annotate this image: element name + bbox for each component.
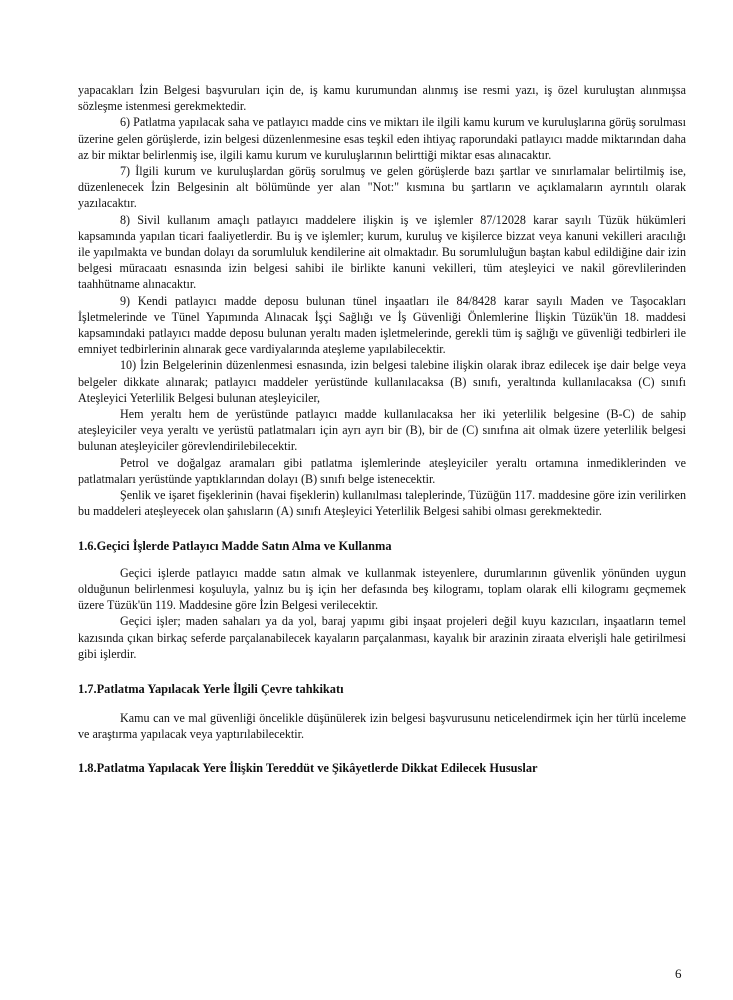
paragraphs-top xyxy=(78,82,686,519)
paragraph-item-10: 10) İzin Belgelerinin düzenlenmesi esnasında, izin belgesi talebine ilişkin olarak ibraz edilecek işe dair belge veya belgeler dikkate alınarak; patlayıcı maddeler yerüstünde kullanılacaksa (B) sınıfı, yeraltında kullanılacaksa (C) sınıfı Ateşleyici Yeterlilik Belgesi bulunan ateşleyiciler, xyxy=(78,358,686,405)
section-heading-1-7: 1.7.Patlatma Yapılacak Yerle İlgili Çevre tahkikatı xyxy=(78,681,344,696)
section-1-6-paragraph: Geçici işler; maden sahaları ya da yol, baraj yapımı gibi inşaat projeleri değil kuyu kazıcıları, inşaatların temel kazısında çıkan birkaç seferde parçalanabilecek kayaların parçalanması, kayalık bir arazinin ziraata elverişli hale getirilmesi gibi işlerdir. xyxy=(78,614,686,661)
paragraph-item-10-cont: Hem yeraltı hem de yerüstünde patlayıcı madde kullanılacaksa her iki yeterlilik belgesine (B-C) de sahip ateşleyiciler veya yeraltı ve yerüstü patlatmaları için ayrı ayrı bir (B), bir de (C) sınıfına ait olmak üzere yeterlilik belgesi bulunan ateşleyiciler görevlendirilebilecektir. xyxy=(78,407,686,454)
paragraph-item-9: 9) Kendi patlayıcı madde deposu bulunan tünel inşaatları ile 84/8428 karar sayılı Maden ve Taşocakları İşletmelerinde ve Tünel Yapımında Alınacak İşçi Sağlığı ve İş Güvenliği Önlemlerine İlişkin Tüzük'ün 18. maddesi kapsamındaki patlayıcı madde deposu bulunan yeraltı maden işletmelerinde, gerekli tüm iş sağlığı ve güvenliği tedbirleri ile emniyet tedbirlerinin alınarak gece vardiyalarında ateşleme yapılabilecektir. xyxy=(78,293,686,357)
section-heading-1-6: 1.6.Geçici İşlerde Patlayıcı Madde Satın Alma ve Kullanma xyxy=(78,539,392,554)
paragraph: yapacakları İzin Belgesi başvuruları için de, iş kamu kurumundan alınmış ise resmi yazı, iş özel kuruluştan alınmışsa sözleşme istenmesi gerekmektedir. xyxy=(78,83,686,114)
section-1-7-paragraph: Kamu can ve mal güvenliği öncelikle düşünülerek izin belgesi başvurusunu neticelendirmek için her türlü inceleme ve araştırma yapılacak veya yaptırılabilecektir. xyxy=(78,711,686,742)
document-page xyxy=(78,82,686,776)
page-number: 6 xyxy=(675,966,682,981)
paragraph-item-8: 8) Sivil kullanım amaçlı patlayıcı maddelere ilişkin iş ve işlemler 87/12028 karar sayılı Tüzük hükümleri kapsamında yapılan ticari faaliyetlerdir. Bu iş ve işlemler; kurum, kuruluş ve kişilerce bizzat veya kanuni vekilleri aracılığı ile yapılmakta ve bundan dolayı da sorumluluk kendilerine ait olmaktadır. Bu sorumluluğun baştan kabul edildiğine dair izin belgesi müracaatı esnasında izin belgesi sahibi ile birlikte kanuni vekilleri, tüm ateşleyici ve nakil görevlilerinden taahhütname alınacaktır. xyxy=(78,212,686,292)
paragraph-fisek: Şenlik ve işaret fişeklerinin (havai fişeklerin) kullanılması taleplerinde, Tüzüğün 117. maddesine göre izin verilirken bu maddeleri ateşleyecek olan şahısların (A) sınıfı Ateşleyici Yeterlilik Belgesi sahibi olması gerekmektedir. xyxy=(78,488,686,519)
paragraph-item-6: 6) Patlatma yapılacak saha ve patlayıcı madde cins ve miktarı ile ilgili kamu kurum ve kuruluşlarına görüş sorulması üzerine gelen görüşlerde, izin belgesi düzenlenmesine esas teşkil eden ihtiyaç raporundaki patlayıcı madde miktarından daha az bir miktar belirlenmiş ise, ilgili kamu kurum ve kuruluşlarının belirttiği miktar esas alınacaktır. xyxy=(78,115,686,162)
paragraph-petrol: Petrol ve doğalgaz aramaları gibi patlatma işlemlerinde ateşleyiciler yeraltı ortamına inmediklerinden ve patlatmaları yerüstünde yaptıklarından dolayı (B) sınıfı belge istenecektir. xyxy=(78,455,686,486)
section-heading-1-8: 1.8.Patlatma Yapılacak Yere İlişkin Tereddüt ve Şikâyetlerde Dikkat Edilecek Hususlar xyxy=(78,760,538,775)
paragraph-item-7: 7) İlgili kurum ve kuruluşlardan görüş sorulmuş ve gelen görüşlerde bazı şartlar ve sınırlamalar belirtilmiş ise, düzenlenecek İzin Belgesinin alt bölümünde yer alan "Not:" kısmına bu şartların ve açıklamaların ayrıntılı olarak yazılacaktır. xyxy=(78,164,686,211)
section-1-6-paragraph: Geçici işlerde patlayıcı madde satın almak ve kullanmak isteyenlere, durumlarının güvenlik yönünden uygun olduğunun belirlenmesi koşuluyla, yalnız bu iş için her defasında beş kilogramı, toplam olarak elli kilogramı geçmemek üzere Tüzük'ün 119. Maddesine göre İzin Belgesi verilecektir. xyxy=(78,565,686,613)
